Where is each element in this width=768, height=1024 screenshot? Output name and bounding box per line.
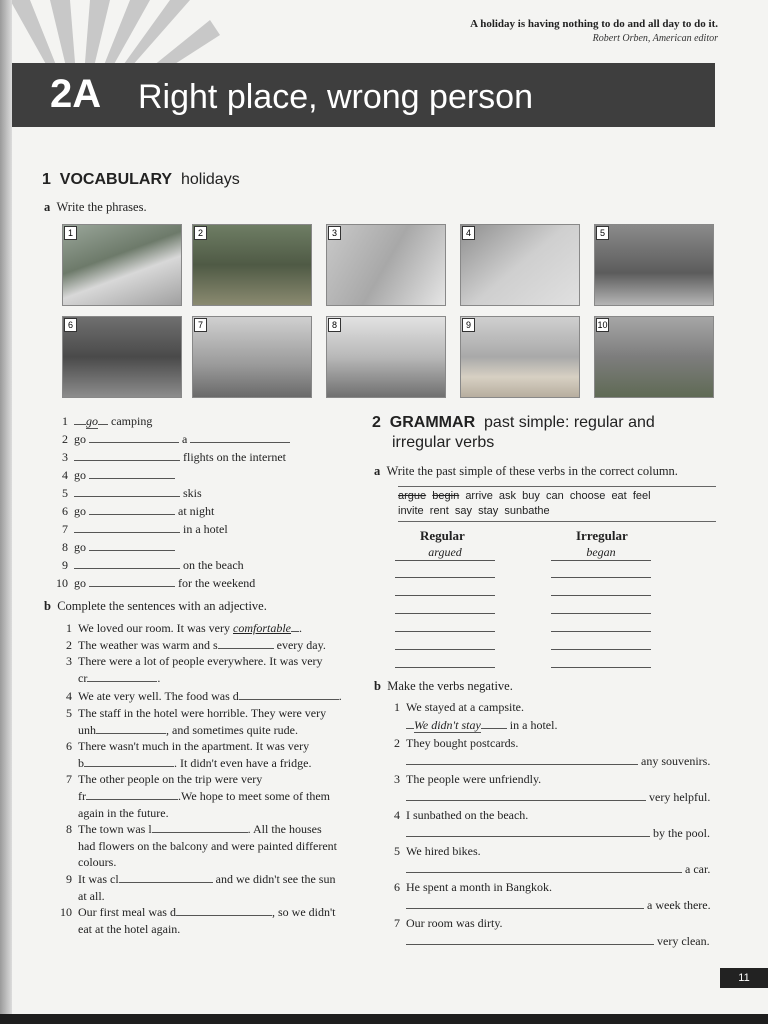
item-text: Our room was dirty.	[406, 916, 503, 930]
vocab-heading	[42, 171, 240, 189]
photo-camping	[62, 224, 182, 306]
item-number: 2	[66, 637, 72, 652]
list-item	[54, 738, 374, 771]
answer-blank[interactable]	[89, 575, 175, 587]
item-text: , so we didn't	[271, 905, 336, 920]
item-text: on the beach	[183, 558, 244, 572]
negative-list	[382, 698, 722, 950]
item-number: 5	[66, 705, 72, 720]
item-number: 5	[394, 844, 400, 858]
item-text: The weather was warm and s	[78, 637, 218, 652]
item-number: 1	[394, 700, 400, 714]
list-item	[382, 788, 722, 806]
answer-blank[interactable]	[406, 897, 644, 909]
verb-word-box	[398, 489, 716, 519]
list-item	[54, 705, 374, 738]
list-item	[50, 448, 290, 466]
list-item	[54, 688, 374, 705]
word-list: invite rent say stay sunbathe	[398, 505, 550, 517]
item-text: a car.	[685, 862, 711, 876]
item-text: . All the houses	[247, 822, 322, 837]
item-text: had flowers on the balcony and were painted different	[78, 838, 338, 853]
item-number: 5	[62, 486, 68, 500]
word-list: arrive ask buy can choose eat feel	[465, 490, 651, 502]
item-text: for the weekend	[178, 576, 256, 590]
irregular-blank[interactable]	[551, 595, 651, 596]
vocab-a-instruction	[44, 200, 147, 215]
item-number: 7	[66, 772, 72, 787]
answer-blank[interactable]	[74, 449, 180, 461]
item-text: .	[157, 670, 161, 685]
answer-blank[interactable]	[96, 722, 166, 734]
list-item	[50, 556, 290, 574]
example-answer: argued	[428, 545, 462, 559]
example-answer: We didn't stay	[414, 718, 481, 732]
list-item	[54, 871, 374, 904]
answer-blank[interactable]	[406, 933, 654, 945]
regular-blank[interactable]	[395, 631, 495, 632]
item-number: 4	[394, 808, 400, 822]
item-text: flights on the internet	[183, 450, 286, 464]
irregular-blank[interactable]	[551, 613, 651, 614]
list-item	[382, 860, 722, 878]
list-item	[382, 734, 722, 752]
exercise-letter: a	[374, 464, 381, 478]
item-text: We stayed at a campsite.	[406, 700, 524, 714]
item-text: We hired bikes.	[406, 844, 481, 858]
item-text: , and sometimes quite rude.	[166, 722, 298, 737]
list-item	[50, 574, 290, 592]
section-topic: past simple: regular and	[484, 414, 655, 431]
item-text: every day.	[276, 637, 326, 652]
section-title: VOCABULARY	[59, 171, 173, 188]
exercise-letter: b	[374, 679, 381, 693]
photo-number: 5	[596, 226, 609, 240]
section-number: 2	[372, 414, 381, 431]
answer-blank[interactable]	[176, 904, 272, 916]
item-number: 6	[394, 880, 400, 894]
section-topic-line2: irregular verbs	[392, 434, 495, 451]
page-spine-shadow	[0, 0, 12, 1024]
item-text: a week there.	[647, 898, 711, 912]
item-number: 7	[394, 916, 400, 930]
vocab-list	[50, 412, 290, 592]
answer-blank[interactable]	[406, 825, 650, 837]
list-item	[50, 520, 290, 538]
item-text: unh	[78, 722, 96, 737]
item-number: 6	[66, 739, 72, 754]
item-text: go	[74, 504, 86, 518]
column-irregular: Irregular	[576, 528, 628, 543]
item-text: . It didn't even have a fridge.	[174, 755, 312, 770]
list-item	[50, 484, 290, 502]
answer-blank[interactable]	[87, 670, 157, 682]
answer-blank[interactable]	[89, 539, 175, 551]
photo-forest-walk	[192, 224, 312, 306]
list-item	[54, 653, 374, 686]
item-number: 6	[62, 504, 68, 518]
item-number: 8	[66, 822, 72, 837]
adjective-list	[54, 620, 374, 937]
column-regular: Regular	[420, 528, 465, 543]
item-text: The people were unfriendly.	[406, 772, 542, 786]
item-text: .We hope to meet some of them	[178, 788, 330, 803]
item-text: camping	[111, 414, 153, 428]
irregular-blank[interactable]	[551, 631, 651, 632]
photo-number: 2	[194, 226, 207, 240]
regular-blank[interactable]	[395, 595, 495, 596]
example-answer: go	[86, 414, 98, 428]
answer-blank[interactable]	[406, 861, 682, 873]
item-text: go	[74, 468, 86, 482]
answer-blank[interactable]	[406, 753, 638, 765]
quote	[470, 18, 718, 44]
answer-blank[interactable]	[190, 431, 290, 443]
list-item	[50, 502, 290, 520]
word-struck: begin	[432, 490, 460, 502]
photo-laptop-booking	[326, 224, 446, 306]
photo-number: 10	[597, 320, 608, 330]
regular-example	[395, 545, 495, 561]
item-text: skis	[183, 486, 202, 500]
answer-blank[interactable]	[239, 688, 339, 700]
photo-number: 7	[194, 318, 207, 332]
item-text: We ate very well. The food was d	[78, 689, 239, 704]
photo-skis	[594, 224, 714, 306]
regular-blank[interactable]	[395, 667, 495, 668]
list-item	[382, 932, 722, 950]
answer-blank[interactable]	[152, 821, 248, 833]
item-text: go	[74, 540, 86, 554]
section-title: GRAMMAR	[389, 414, 476, 431]
answer-blank[interactable]	[89, 431, 179, 443]
exercise-letter: a	[44, 200, 51, 214]
regular-blank[interactable]	[395, 649, 495, 650]
instruction-text: Complete the sentences with an adjective.	[57, 599, 267, 613]
item-number: 4	[66, 689, 72, 704]
item-text: .	[338, 689, 342, 704]
item-text: .	[299, 621, 302, 635]
unit-title: Right place, wrong person	[138, 78, 534, 116]
item-number: 3	[66, 654, 72, 669]
instruction-text: Make the verbs negative.	[387, 679, 513, 693]
photo-number: 8	[328, 318, 341, 332]
instruction-text: Write the past simple of these verbs in the correct column.	[386, 464, 678, 478]
photo-sightseeing	[326, 316, 446, 398]
list-item	[54, 771, 374, 821]
item-text: in a hotel.	[509, 718, 558, 732]
list-item	[54, 904, 374, 937]
item-text: very clean.	[657, 934, 710, 948]
item-number: 1	[62, 414, 68, 428]
list-item	[50, 412, 290, 430]
item-text: colours.	[78, 855, 117, 870]
item-text: cr	[78, 670, 88, 685]
item-number: 9	[66, 871, 72, 886]
answer-blank[interactable]	[86, 788, 178, 800]
exercise-letter: b	[44, 599, 51, 613]
irregular-blank[interactable]	[551, 667, 651, 668]
item-number: 8	[62, 540, 68, 554]
irregular-blank[interactable]	[551, 577, 651, 578]
item-text: There wasn't much in the apartment. It was very	[78, 739, 310, 754]
list-item	[382, 698, 722, 716]
example-answer: comfortable	[233, 621, 291, 635]
item-text: The other people on the trip were very	[78, 772, 263, 787]
item-text: very helpful.	[649, 790, 711, 804]
item-text: Our first meal was d	[78, 905, 176, 920]
list-item	[382, 842, 722, 860]
item-text: go	[74, 576, 86, 590]
grammar-a-instruction	[374, 464, 678, 479]
grammar-heading	[372, 414, 655, 452]
item-text: There were a lot of people everywhere. It was very	[78, 654, 323, 669]
answer-blank[interactable]	[89, 503, 175, 515]
answer-blank[interactable]	[406, 789, 646, 801]
item-text: and we didn't see the sun	[215, 871, 336, 886]
item-text: He spent a month in Bangkok.	[406, 880, 552, 894]
item-number: 3	[62, 450, 68, 464]
photo-number: 6	[64, 318, 77, 332]
photo-number: 3	[328, 226, 341, 240]
item-text: It was cl	[78, 871, 119, 886]
list-item	[54, 620, 374, 637]
list-item	[382, 896, 722, 914]
instruction-text: Write the phrases.	[56, 200, 147, 214]
workbook-page	[10, 0, 768, 1014]
photo-beach-sunbathing	[460, 316, 580, 398]
item-number: 2	[62, 432, 68, 446]
item-number: 1	[66, 621, 72, 635]
item-text: at night	[178, 504, 215, 518]
answer-blank[interactable]	[119, 871, 213, 883]
list-item	[382, 824, 722, 842]
item-text: They bought postcards.	[406, 736, 519, 750]
answer-blank[interactable]	[74, 485, 180, 497]
item-text: at all.	[78, 888, 105, 903]
item-text: again in the future.	[78, 805, 169, 820]
regular-blank[interactable]	[395, 613, 495, 614]
item-text: We loved our room. It was very	[78, 621, 233, 635]
item-text: go	[74, 432, 86, 446]
example-answer: began	[586, 545, 616, 559]
photo-number: 1	[64, 226, 77, 240]
item-text: in a hotel	[183, 522, 228, 536]
quote-author: Robert Orben, American editor	[592, 33, 718, 44]
item-number: 7	[62, 522, 68, 536]
photo-number: 9	[462, 318, 475, 332]
section-topic: holidays	[180, 171, 240, 188]
photo-number: 4	[462, 226, 475, 240]
grammar-b-instruction	[374, 679, 513, 694]
item-text: fr	[78, 788, 86, 803]
list-item	[382, 770, 722, 788]
unit-number: 2A	[50, 72, 102, 116]
item-text: The staff in the hotel were horrible. They were very	[78, 705, 327, 720]
item-text: The town was l	[78, 822, 152, 837]
photo-packing	[460, 224, 580, 306]
list-item	[54, 821, 374, 871]
list-item	[54, 637, 374, 654]
item-number: 9	[62, 558, 68, 572]
item-text: eat at the hotel again.	[78, 921, 181, 936]
item-number: 2	[394, 736, 400, 750]
answer-blank[interactable]	[84, 755, 174, 767]
list-item	[382, 914, 722, 932]
item-number: 10	[56, 576, 68, 590]
item-text: a	[182, 432, 188, 446]
answer-blank[interactable]	[218, 637, 274, 649]
section-number: 1	[42, 171, 51, 188]
item-text: by the pool.	[653, 826, 710, 840]
item-text: I sunbathed on the beach.	[406, 808, 529, 822]
page-number: 11	[720, 968, 768, 988]
list-item	[50, 538, 290, 556]
vocab-b-instruction	[44, 599, 267, 614]
quote-text: A holiday is having nothing to do and all day to do it.	[470, 18, 718, 30]
list-item	[382, 806, 722, 824]
list-item	[50, 430, 290, 448]
item-text: b	[78, 755, 84, 770]
item-number: 4	[62, 468, 68, 482]
irregular-blank[interactable]	[551, 649, 651, 650]
item-number: 3	[394, 772, 400, 786]
answer-blank[interactable]	[74, 557, 180, 569]
photo-night-out	[62, 316, 182, 398]
photo-weekend-away	[594, 316, 714, 398]
list-item	[50, 466, 290, 484]
list-item	[382, 752, 722, 770]
item-text: any souvenirs.	[641, 754, 711, 768]
irregular-example	[551, 545, 651, 561]
page-bottom-edge	[0, 1014, 768, 1024]
answer-blank[interactable]	[89, 467, 175, 479]
list-item	[382, 716, 722, 734]
item-number: 10	[60, 905, 72, 920]
word-struck: argue	[398, 490, 427, 502]
regular-blank[interactable]	[395, 577, 495, 578]
answer-blank[interactable]	[74, 521, 180, 533]
photo-hotel-checkin	[192, 316, 312, 398]
list-item	[382, 878, 722, 896]
